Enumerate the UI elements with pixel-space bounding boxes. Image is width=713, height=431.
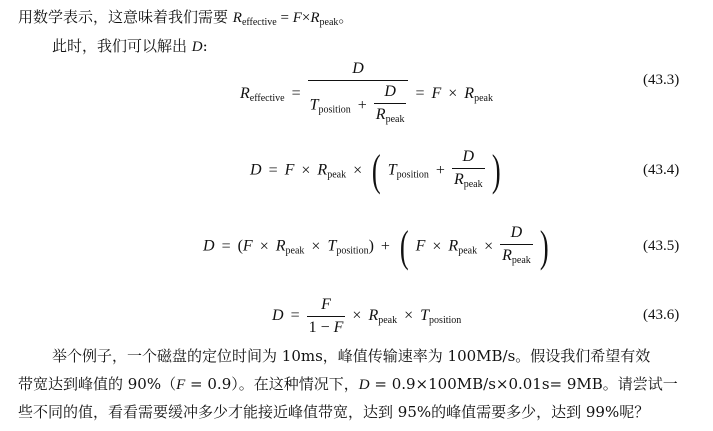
- intro-text: 用数学表示，这意味着我们需要: [18, 8, 233, 26]
- times-sign: ×: [301, 10, 311, 26]
- solve-text: 此时，我们可以解出: [52, 37, 192, 55]
- example-line-2: 带宽达到峰值的 90%（F = 0.9）。在这种情况下，D = 0.9×100MB/s×0.01s= 9MB。请尝试一: [18, 375, 678, 393]
- equation-43-4: $D = F \times R_{peak}$ × ( $T_{position}$ + $\frac{D}{R_{peak}}$ ): [250, 146, 501, 195]
- equation-43-3: $R_{effective}$ = D $T_{position}$ + $\frac{D}{R_{peak}}$ = $F \times R_{peak}$: [240, 58, 493, 131]
- colon: :: [202, 37, 208, 55]
- example-line-3: 些不同的值，看看需要缓冲多少才能接近峰值带宽，达到 95%的峰值需要多少，达到 99%呢？: [18, 403, 650, 421]
- right-paren: ): [491, 146, 501, 195]
- equals-sign: =: [276, 10, 293, 26]
- period: 。: [338, 8, 354, 26]
- right-paren: ): [539, 222, 549, 271]
- left-paren: (: [372, 146, 381, 195]
- equation-number: (43.6): [643, 307, 680, 323]
- equation-number: (43.3): [643, 72, 680, 88]
- intro-line: [18, 7, 353, 33]
- r-symbol: R: [310, 10, 320, 26]
- fraction: D $T_{position}$ + $\frac{D}{R_{peak}}$: [308, 58, 409, 131]
- equation-43-6: D = $\frac{F}{1 - F}$ × $R_{peak} \times T_{position}$: [272, 296, 462, 336]
- r-symbol: R: [232, 10, 242, 26]
- equation-number: (43.4): [643, 162, 680, 178]
- solve-line: [52, 36, 208, 57]
- d-symbol: D: [191, 39, 203, 55]
- example-line-1: 举个例子，一个磁盘的定位时间为 10ms，峰值传输速率为 100MB/s。假设我们希望有效: [52, 347, 651, 365]
- equation-43-5: $D = (F \times R_{peak} \times T_{position})$ + ( $F \times R_{peak}$ × $\frac{D}{R_{peak}}$ ): [203, 222, 549, 271]
- equation-number: (43.5): [643, 238, 680, 254]
- f-symbol: F: [292, 10, 302, 26]
- peak-subscript: peak: [319, 17, 339, 28]
- left-paren: (: [399, 222, 409, 271]
- effective-subscript: effective: [241, 17, 277, 28]
